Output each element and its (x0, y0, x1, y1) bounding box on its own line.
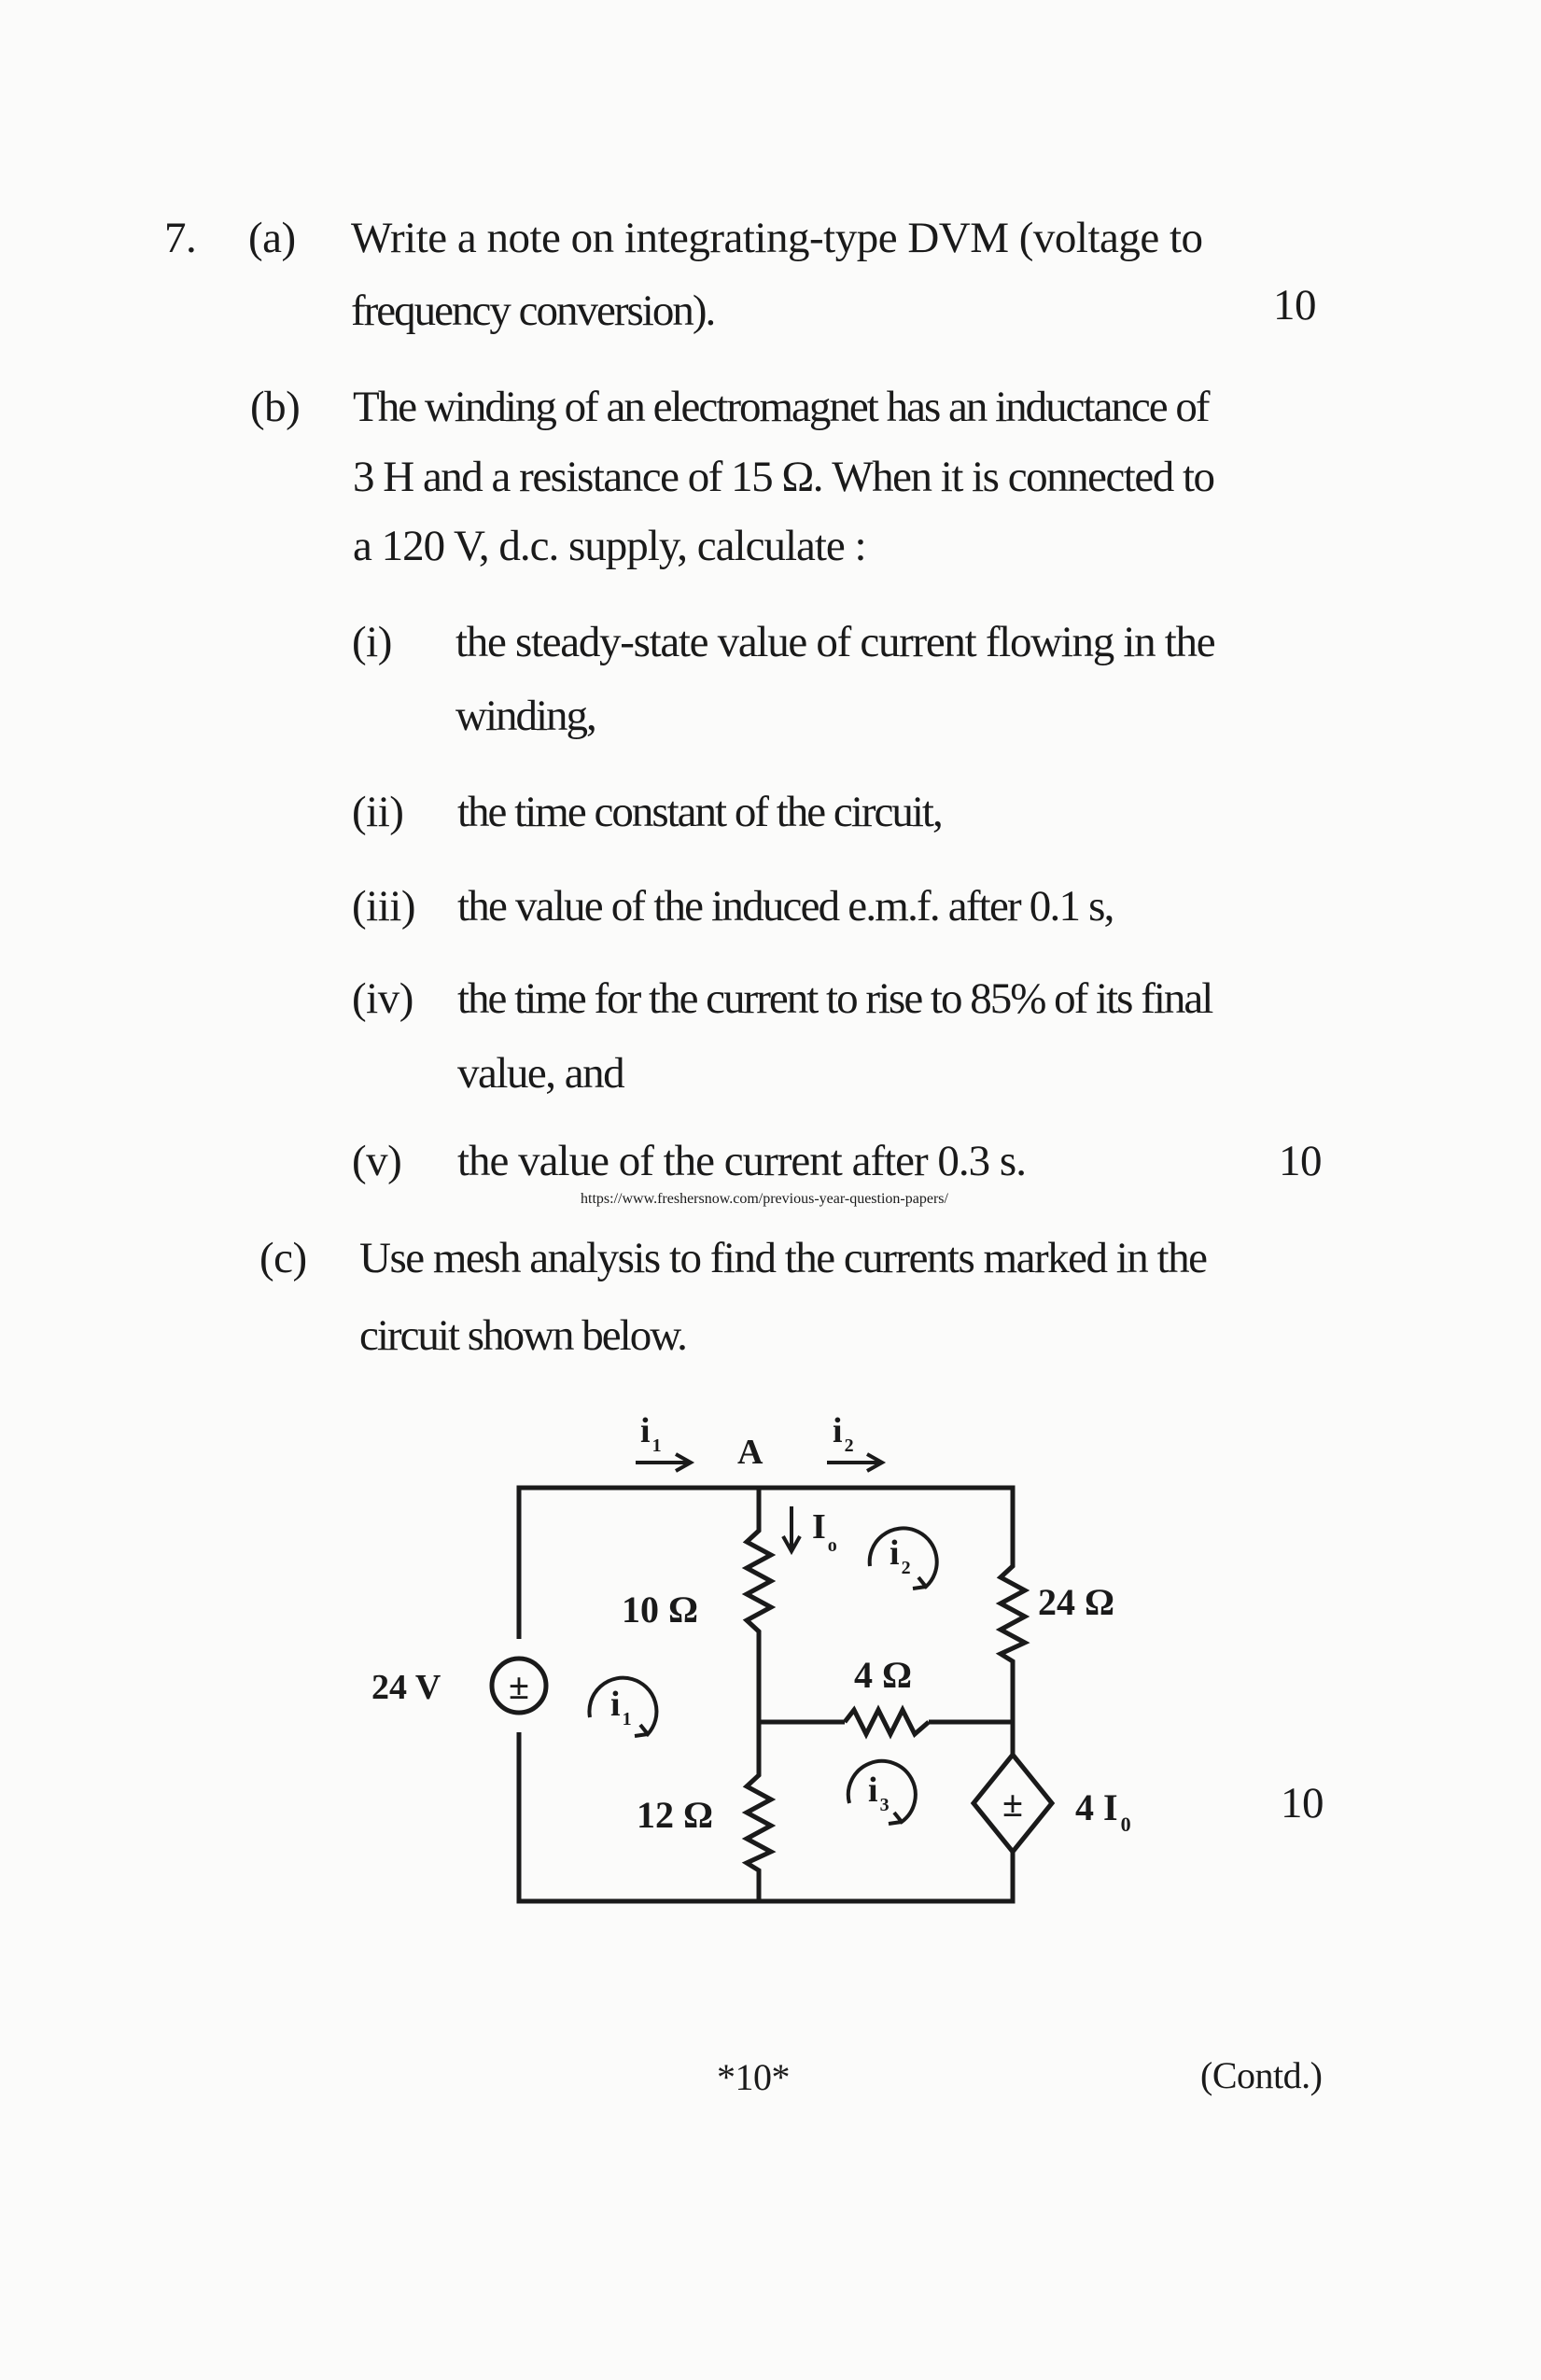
label-node-a: A (737, 1433, 763, 1472)
label-4-ohm: 4 Ω (854, 1654, 913, 1696)
sub-i-label: (i) (352, 618, 392, 666)
part-a-label: (a) (248, 214, 296, 262)
label-i2: i (833, 1411, 843, 1450)
sub-iv-label: (iv) (352, 974, 413, 1023)
label-io-sub: o (827, 1535, 837, 1556)
voltage-source-sign: ± (509, 1665, 529, 1707)
label-4io-group (1075, 1786, 1131, 1836)
label-i1: i (640, 1411, 651, 1450)
question-number: 7. (164, 214, 197, 262)
part-b-line-2: 3 H and a resistance of 15 Ω. When it is connected to (353, 453, 1214, 501)
watermark-url[interactable]: https://www.freshersnow.com/previous-year-question-papers/ (581, 1191, 948, 1207)
part-b-line-3: a 120 V, d.c. supply, calculate : (353, 522, 866, 570)
sub-i-line-2: winding, (455, 692, 595, 740)
label-4io-sub: 0 (1120, 1813, 1131, 1836)
part-c-marks: 10 (1281, 1779, 1324, 1827)
sub-iv-line-2: value, and (457, 1049, 624, 1098)
part-b-marks: 10 (1279, 1137, 1322, 1185)
label-i2-group (833, 1411, 854, 1456)
resistor-10-ohm (747, 1521, 771, 1643)
sub-v-label: (v) (352, 1137, 402, 1185)
resistor-24-ohm (1001, 1559, 1025, 1666)
part-b-label: (b) (250, 383, 301, 431)
sub-i-line-1: the steady-state value of current flowing in the (455, 618, 1215, 666)
dependent-source-sign: ± (1002, 1783, 1023, 1825)
sub-iii-line-1: the value of the induced e.m.f. after 0.1 s, (457, 882, 1114, 931)
label-i2-sub: 2 (844, 1435, 854, 1456)
sub-v-line-1: the value of the current after 0.3 s. (457, 1137, 1026, 1185)
mesh-i2-sub: 2 (901, 1558, 911, 1578)
mesh-i1: i (610, 1685, 621, 1724)
label-10-ohm: 10 Ω (622, 1589, 699, 1631)
mesh-i2: i (890, 1533, 900, 1573)
label-24v: 24 V (371, 1668, 441, 1707)
page-number: *10* (717, 2056, 790, 2098)
part-b-line-1: The winding of an electromagnet has an inductance of (353, 383, 1209, 431)
label-i1-group (640, 1411, 662, 1456)
mesh-i3-group (868, 1771, 890, 1815)
mesh-i1-sub: 1 (622, 1709, 632, 1729)
mesh-i3-sub: 3 (879, 1795, 890, 1815)
label-io-group (812, 1507, 837, 1556)
mesh-i1-group (610, 1685, 632, 1729)
part-a-line-2: frequency conversion). (351, 287, 715, 335)
label-4io: 4 I (1075, 1786, 1118, 1828)
mesh-i3: i (868, 1771, 878, 1810)
label-i1-sub: 1 (651, 1435, 662, 1456)
mesh-i2-group (890, 1533, 911, 1578)
resistor-4-ohm (845, 1710, 929, 1734)
sub-ii-label: (ii) (352, 788, 404, 836)
resistor-12-ohm (747, 1769, 771, 1876)
contd-label: (Contd.) (1200, 2054, 1323, 2096)
part-c-line-1: Use mesh analysis to find the currents marked in the (359, 1234, 1207, 1282)
sub-iv-line-1: the time for the current to rise to 85% of its final (457, 974, 1212, 1023)
part-c-label: (c) (259, 1234, 307, 1282)
part-c-line-2: circuit shown below. (359, 1311, 686, 1360)
sub-iii-label: (iii) (352, 882, 415, 931)
label-io: I (812, 1507, 826, 1547)
sub-ii-line-1: the time constant of the circuit, (457, 788, 942, 836)
label-12-ohm: 12 Ω (637, 1794, 714, 1836)
part-a-line-1: Write a note on integrating-type DVM (voltage to (351, 214, 1203, 262)
part-a-marks: 10 (1273, 281, 1316, 329)
label-24-ohm: 24 Ω (1038, 1581, 1115, 1623)
